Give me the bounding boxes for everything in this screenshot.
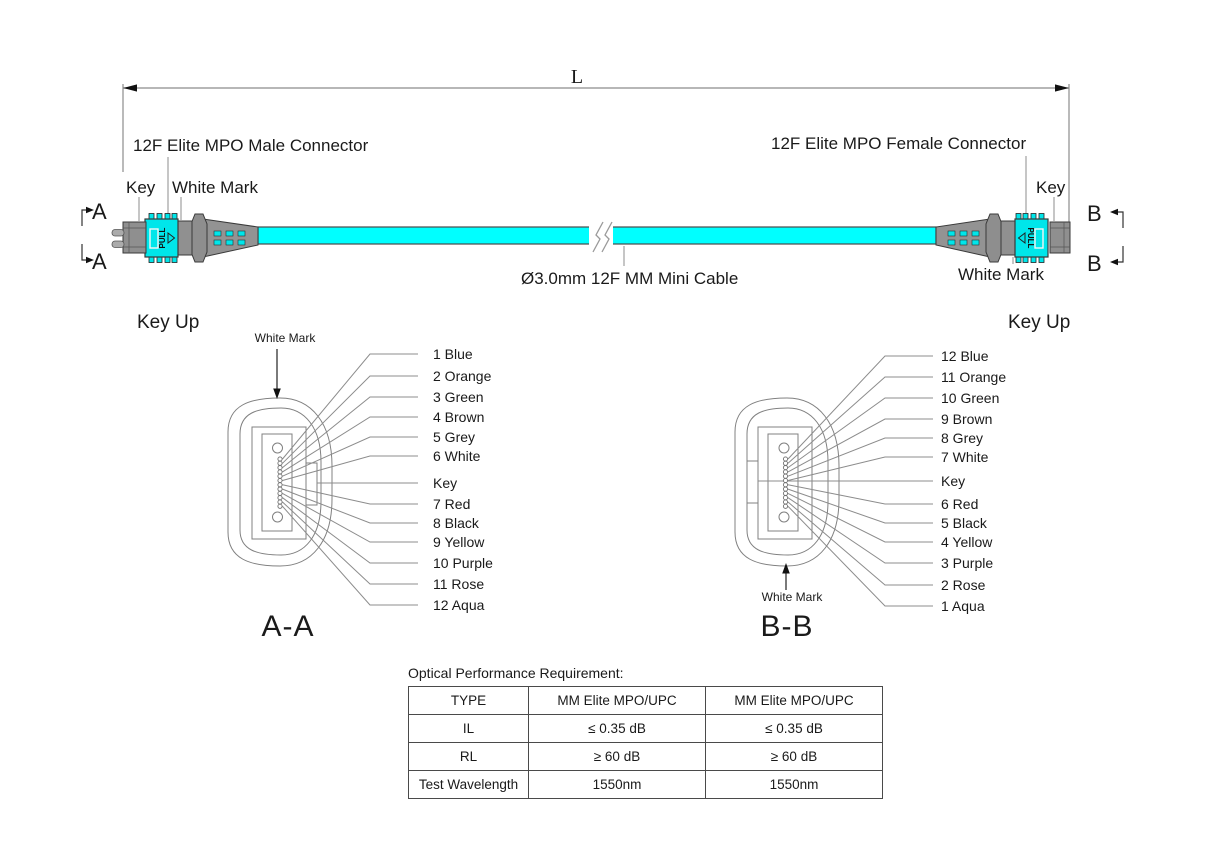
table-cell: ≥ 60 dB xyxy=(529,743,706,771)
fiber-label: 2 Orange xyxy=(433,368,492,384)
fiber-label: 1 Aqua xyxy=(941,598,985,614)
fiber-label: 1 Blue xyxy=(433,346,473,362)
fiber-label: 7 White xyxy=(941,449,989,465)
fiber-label: 3 Purple xyxy=(941,555,994,571)
table-cell: 1550nm xyxy=(706,771,883,799)
fiber-label: Key xyxy=(433,475,458,491)
white-mark-arrow-bb xyxy=(782,563,790,590)
key-up-label-aa: Key Up xyxy=(137,312,200,333)
fiber-label: 11 Orange xyxy=(941,369,1007,385)
table-row xyxy=(409,687,883,715)
table-row xyxy=(409,715,883,743)
female-connector-drawing xyxy=(936,214,1070,263)
table-cell: ≤ 0.35 dB xyxy=(529,715,706,743)
fiber-label: Key xyxy=(941,473,966,489)
table-cell: ≤ 0.35 dB xyxy=(706,715,883,743)
white-mark-label-left: White Mark xyxy=(172,178,258,197)
table-cell: ≥ 60 dB xyxy=(706,743,883,771)
cable-label: Ø3.0mm 12F MM Mini Cable xyxy=(521,269,739,288)
fiber-label: 10 Purple xyxy=(433,555,493,571)
table-row xyxy=(409,771,883,799)
section-marker-a-bottom: A xyxy=(92,249,107,274)
white-mark-label-bb: White Mark xyxy=(761,590,823,604)
optical-performance-table xyxy=(408,686,883,799)
section-marker-b-top: B xyxy=(1087,201,1102,226)
section-aa-title: A-A xyxy=(261,610,315,643)
cable-drawing xyxy=(258,221,936,252)
fiber-label: 3 Green xyxy=(433,389,484,405)
fiber-label: 9 Yellow xyxy=(433,534,485,550)
table-cell: Test Wavelength xyxy=(409,771,529,799)
fiber-label: 5 Grey xyxy=(433,429,476,445)
key-tab xyxy=(747,461,758,503)
fiber-label: 8 Grey xyxy=(941,430,984,446)
fiber-label: 12 Blue xyxy=(941,348,989,364)
pull-text-male: PULL xyxy=(158,227,168,249)
fiber-label: 2 Rose xyxy=(941,577,986,593)
dimension-arrow-left xyxy=(123,84,137,91)
section-bb-title: B-B xyxy=(760,610,814,643)
white-mark-arrow-aa xyxy=(273,349,281,399)
table-title: Optical Performance Requirement: xyxy=(408,665,624,681)
fiber-label: 8 Black xyxy=(433,515,479,531)
table-cell: RL xyxy=(409,743,529,771)
section-marker-a-top: A xyxy=(92,199,107,224)
male-connector-label: 12F Elite MPO Male Connector xyxy=(133,136,369,155)
fiber-label: 12 Aqua xyxy=(433,597,485,613)
white-mark-label-aa: White Mark xyxy=(254,331,316,345)
section-marker-b-bottom: B xyxy=(1087,251,1102,276)
male-connector-drawing xyxy=(112,214,258,263)
table-row xyxy=(409,743,883,771)
guide-pin xyxy=(112,230,124,237)
fiber-label: 4 Yellow xyxy=(941,534,993,550)
length-dimension-label: L xyxy=(570,66,584,88)
key-up-label-bb: Key Up xyxy=(1008,312,1071,333)
pull-text-female: PULL xyxy=(1025,227,1035,249)
dimension-arrow-right xyxy=(1055,84,1069,91)
guide-pin xyxy=(112,241,124,248)
fiber-label: 11 Rose xyxy=(433,576,485,592)
table-cell: MM Elite MPO/UPC xyxy=(529,687,706,715)
fiber-label: 9 Brown xyxy=(941,411,993,427)
fiber-label: 6 Red xyxy=(941,496,979,512)
key-label-left: Key xyxy=(126,178,156,197)
table-cell: MM Elite MPO/UPC xyxy=(706,687,883,715)
table-cell: IL xyxy=(409,715,529,743)
fiber-label: 10 Green xyxy=(941,390,1000,406)
key-label-right: Key xyxy=(1036,178,1066,197)
table-cell: 1550nm xyxy=(529,771,706,799)
fiber-label: 4 Brown xyxy=(433,409,485,425)
fiber-label: 7 Red xyxy=(433,496,471,512)
table-cell: TYPE xyxy=(409,687,529,715)
white-mark-label-right: White Mark xyxy=(958,265,1044,284)
fiber-label: 5 Black xyxy=(941,515,987,531)
female-connector-label: 12F Elite MPO Female Connector xyxy=(771,134,1027,153)
fiber-label: 6 White xyxy=(433,448,481,464)
